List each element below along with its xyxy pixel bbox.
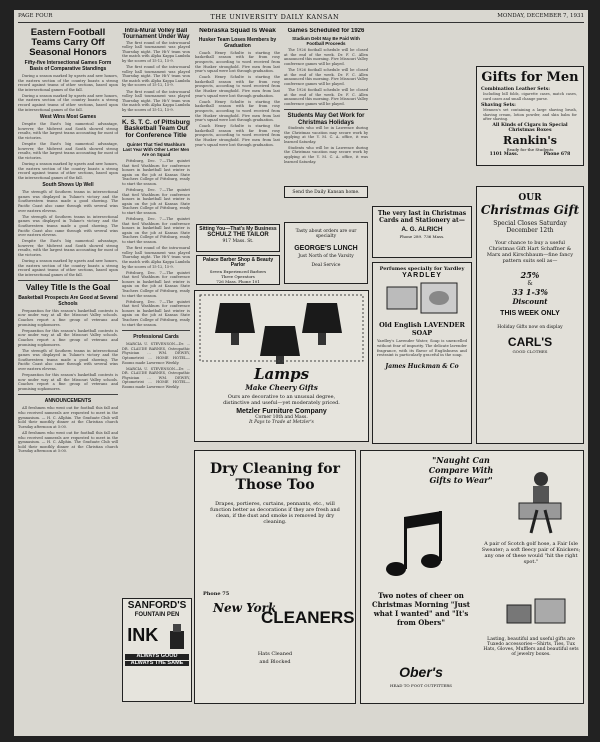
- ad-rankins-gifts: Gifts for Men Combination Leather Sets: Including bill folds, cigarette cases, match cases, card cases and small change purse. Shaving Sets: Mennen's set containing a large shaving brush, shaving cream, lotion powder, and skin balm for after shaving. All Kinds of Cigars in Special Christmas Boxes Rankin's Ready for the Students 1101 Mass. Phone 678: [476, 66, 584, 166]
- ad-sanfords-ink: SANFORD'S FOUNTAIN PEN INK ALWAYS GOOD ALWAYS THE SAME: [122, 598, 192, 702]
- announcements-text: All freshmen who went out for football this fall and who received numerals are requested to meet in the gymnasium. — H. C. Allphin. The Graduate Club will hold their monthly dinner at the Christian church Tuesday afternoon at 5:00. All freshmen who went out for football this fall and who received numerals are requested to meet in the gymnasium. — H. C. Allphin. The Graduate Club will hold their monthly dinner at the Christian church Tuesday afternoon at 5:00.: [18, 406, 118, 454]
- subhead-pittsburg: Quintet That Tied Washburn Last Year With Other Letter Men Are on Squad: [122, 141, 190, 157]
- ink-bottle-icon: [167, 621, 187, 651]
- music-notes-illustration: [381, 507, 451, 587]
- ad-georges-lunch: Tasty about orders are our specialty GEORGE'S LUNCH Just North of the Varsity Deal Service: [284, 222, 368, 284]
- ad-carls-christmas-gift: OUR Christmas Gift Special Closes Saturday December 12th Your chance to buy a useful Christmas Gift Hart Schaffner & Marx and Kirschbaum—fine fancy pattern suits sell as— 25% & 33 1-3% Discount THIS WEEK ONLY Holiday Gifts now on display CARL'S GOOD CLOTHES: [476, 186, 584, 444]
- lamps-store: Metzler Furniture Company: [236, 408, 327, 415]
- subhead-basketball: Basketball Prospects Are Good at Several Schools: [18, 294, 118, 307]
- ad-send-kansan: Send the Daily Kansan home.: [284, 186, 368, 198]
- story-basketball: Preparation for this season's basketball contests is now under way at all the Missouri Valley schools. Coaches report a fine group of veterans and promising sophomores. Preparation for this season's basketball contests is now under way at all the Missouri Valley schools. Coaches report a fine group of veterans and promising sophomores. The strength of Southern teams in intersectional games was displayed in Tulane's victory and the Southwestern teams made a good showing. The Pacific Coast also came through with several wins over eastern elevens. Preparation for this season's basketball contests is now under way at all the Missouri Valley schools. Coaches report a fine group of veterans and promising sophomores.: [18, 308, 118, 391]
- story-volleyball: The first round of the intra-mural volley ball tournament was played Thursday night. The Hi-Y team won the match with Alpha Kappa Lambda by the scores of 15-12, 15-9. The first round of the intra-mural volley ball tournament was played Thursday night. The Hi-Y team won the match with Alpha Kappa Lambda by the scores of 15-12, 15-9. The first round of the intra-mural volley ball tournament was played Thursday night. The Hi-Y team won the match with Alpha Kappa Lambda by the scores of 15-12, 15-9.: [122, 40, 190, 112]
- issue-date: MONDAY, DECEMBER 7, 1931: [497, 13, 584, 19]
- gift-items-illustration: [501, 591, 571, 631]
- ad-christmas-cards: The very last in Christmas Cards and Stationery at— A. G. ALRICH Phone 289. 736 Mass.: [372, 206, 472, 258]
- lamps-title: Lamps: [253, 365, 310, 383]
- headline-games-1926: Games Scheduled for 1926: [287, 28, 365, 34]
- ad-metzler-lamps: Lamps Make Cheery Gifts Ours are decorative to an unusual degree, distinctive and useful—yet moderately priced. Metzler Furniture Company Corner 10th and Mass. It Pays to Trade at Metzler's: [194, 290, 369, 442]
- subhead-intersectional: Fifty-five Intersectional Games Form Basis of Comparative Standings: [24, 59, 112, 72]
- subhead-south: South Shows Up Well: [42, 182, 94, 189]
- subhead-stadium: Stadium Debt May Be Paid With Football Proceeds: [292, 36, 360, 47]
- ad-palace-barber: Palace Barber Shop & Beauty Parlor Seven Experienced Barbers Three Operators 726 Mass. Phone 101: [196, 255, 280, 285]
- professional-cards: MARCIA U. STEVENSON—Dr. ... DR. CLAUDE BARNES, Osteopathic Physician ... WM. DEWEY, Optometrist ... HOME HOTEL—Rooms made Lawrence Weekly. MARCIA U. STEVENSON—Dr. ... DR. CLAUDE BARNES, Osteopathic Physician ... WM. DEWEY, Optometrist ... HOME HOTEL—Rooms made Lawrence Weekly.: [122, 342, 190, 390]
- gifts-for-men-title: Gifts for Men: [481, 70, 579, 85]
- headline-volleyball: Intra-Mural Volley Ball Tournament Under Way: [122, 28, 190, 41]
- carls-logo: CARL'S: [507, 335, 553, 350]
- masthead: [18, 13, 584, 23]
- headline-christmas-work: Students May Get Work for Christmas Holidays: [287, 113, 365, 126]
- ad-yardley-perfumes: Perfumes specially for Yardley YARDLEY Old English LAVENDER SOAP Yardley's Lavender Water, Soap is unexcelled without fear of impurity. The delicate lavender fragrance, with its flavor of Englishness and restraint is particularly graceful in the soap. James Huckman & Co: [372, 262, 472, 444]
- professional-cards-title: Professional Cards: [133, 334, 179, 341]
- newspaper-page: [14, 10, 588, 736]
- column-sports: [18, 28, 118, 733]
- lamps-body: Ours are decorative to an unusual degree, distinctive and useful—yet moderately priced.: [223, 394, 340, 406]
- subhead-nebraska: Husker Team Loses Members by Graduation: [198, 36, 277, 49]
- ad-new-york-cleaners: Dry Cleaning for Those Too Drapes, portieres, curtains, pennants, etc., will function better as decorations if they are fresh and clean, if the dust and smoke is removed by dry cleaning. Phone 75 New York CLEANERS Hats Cleaned and Blocked: [194, 450, 356, 704]
- obers-logo: Ober's: [399, 664, 443, 680]
- headline-pittsburg: K. S. T. C. of Pittsburg Basketball Team Out for Conference Title: [122, 118, 190, 140]
- story-nebraska: Coach Henry Schulte is starting the basketball season with far from rosy prospects, according to word received from the Husker stronghold. Five men from last year's squad were lost through graduation. Coach Henry Schulte is starting the basketball season with far from rosy prospects, according to word received from the Husker stronghold. Five men from last year's squad were lost through graduation. Coach Henry Schulte is starting the basketball season with far from rosy prospects, according to word received from the Husker stronghold. Five men from last year's squad were lost through graduation. Coach Henry Schulte is starting the basketball season with far from rosy prospects, according to word received from the Husker stronghold. Five men from last year's squad were lost through graduation.: [195, 50, 280, 147]
- man-in-chair-illustration: [511, 467, 571, 537]
- lamps-subtitle: Make Cheery Gifts: [245, 383, 318, 392]
- story-games: The 1926 football schedule will be closed at the end of the week. Dr. F. C. Allen announced this morning. Five Missouri Valley conference games will be played. The 1926 football schedule will be closed at the end of the week. Dr. F. C. Allen announced this morning. Five Missouri Valley conference games will be played. The 1926 football schedule will be closed at the end of the week. Dr. F. C. Allen announced this morning. Five Missouri Valley conference games will be played.: [284, 48, 368, 106]
- story-south: The strength of Southern teams in intersectional games was displayed in Tulane's victory and the Southwestern teams made a good showing. The Pacific Coast also came through with several wins over eastern elevens. The strength of Southern teams in intersectional games was displayed in Tulane's victory and the Southwestern teams made a good showing. The Pacific Coast also came through with several wins over eastern elevens. Despite the East's big numerical advantage, however, the Midwest and South showed strong results, with the largest teams accounting for most of the victories. During a season marked by upsets and new honors, the eastern section of the country boasts a strong record against teams of other sections, based upon the intersectional games of the fall.: [18, 190, 118, 277]
- story-eastern-football: During a season marked by upsets and new honors, the eastern section of the country boasts a strong record against teams of other sections, based upon the intersectional games of the fall. During a season marked by upsets and new honors, the eastern section of the country boasts a strong record against teams of other sections, based upon the intersectional games of the fall.: [18, 73, 118, 112]
- story-west-wins: Despite the East's big numerical advantage, however, the Midwest and South showed strong results, with the largest teams accounting for most of the victories. Despite the East's big numerical advantage, however, the Midwest and South showed strong results, with the largest teams accounting for most of the victories. During a season marked by upsets and new honors, the eastern section of the country boasts a strong record against teams of other sections, based upon the intersectional games of the fall.: [18, 122, 118, 180]
- subhead-west-wins: West Wins Most Games: [39, 114, 97, 121]
- headline-nebraska: Nebraska Squad Is Weak: [199, 28, 276, 34]
- story-christmas-work: Students who will be in Lawrence during the Christmas vacation may secure work by applying at the Y. M. C. A. office, it was learned Saturday. Students who will be in Lawrence during the Christmas vacation may secure work by applying at the Y. M. C. A. office, it was learned Saturday.: [284, 126, 368, 164]
- lamps-illustration: [195, 291, 368, 365]
- story-pittsburg: Pittsburg, Dec. 7.—The quintet that tied Washburn for conference honors in basketball last winter is again on the job at Kansas State Teachers College of Pittsburg, ready to start the season. Pittsburg, Dec. 7.—The quintet that tied Washburn for conference honors in basketball last winter is again on the job at Kansas State Teachers College of Pittsburg, ready to start the season. Pittsburg, Dec. 7.—The quintet that tied Washburn for conference honors in basketball last winter is again on the job at Kansas State Teachers College of Pittsburg, ready to start the season. The first round of the intra-mural volley ball tournament was played Thursday night. The Hi-Y team won the match with Alpha Kappa Lambda by the scores of 15-12, 15-9. Pittsburg, Dec. 7.—The quintet that tied Washburn for conference honors in basketball last winter is again on the job at Kansas State Teachers College of Pittsburg, ready to start the season. Pittsburg, Dec. 7.—The quintet that tied Washburn for conference honors in basketball last winter is again on the job at Kansas State Teachers College of Pittsburg, ready to start the season.: [122, 158, 190, 327]
- headline-valley-title: Valley Title Is the Goal: [25, 283, 111, 293]
- newspaper-title: THE UNIVERSITY DAILY KANSAN: [210, 13, 340, 21]
- soap-box-illustration: [373, 279, 471, 321]
- ad-obers: "Naught Can Compare With Gifts to Wear" A pair of Scotch golf hose, a Fair Isle Sweater; a soft fleecy pair of Knickers; any one of these would "hit the right spot." Two notes of cheer on Christmas Morning "Just what I wanted" and "It's from Obers" Lasting, beautiful and useful gifts are Tuxedo accessories—Shirts, Ties, Tux Hats, Gloves, Mufflers and beautiful sets of jewelry boxes. Ober's HEAD TO FOOT OUTFITTERS: [360, 450, 584, 704]
- ad-schulz-tailor: Sitting You—That's My Business SCHULZ THE TAILOR 917 Mass. St.: [196, 224, 280, 252]
- page-number: PAGE FOUR: [18, 13, 53, 19]
- cleaning-title: Dry Cleaning for Those Too: [209, 461, 341, 493]
- announcements-title: ANNOUNCEMENTS: [44, 398, 92, 405]
- headline-eastern-football: Eastern Football Teams Carry Off Seasonal Honors: [29, 28, 107, 58]
